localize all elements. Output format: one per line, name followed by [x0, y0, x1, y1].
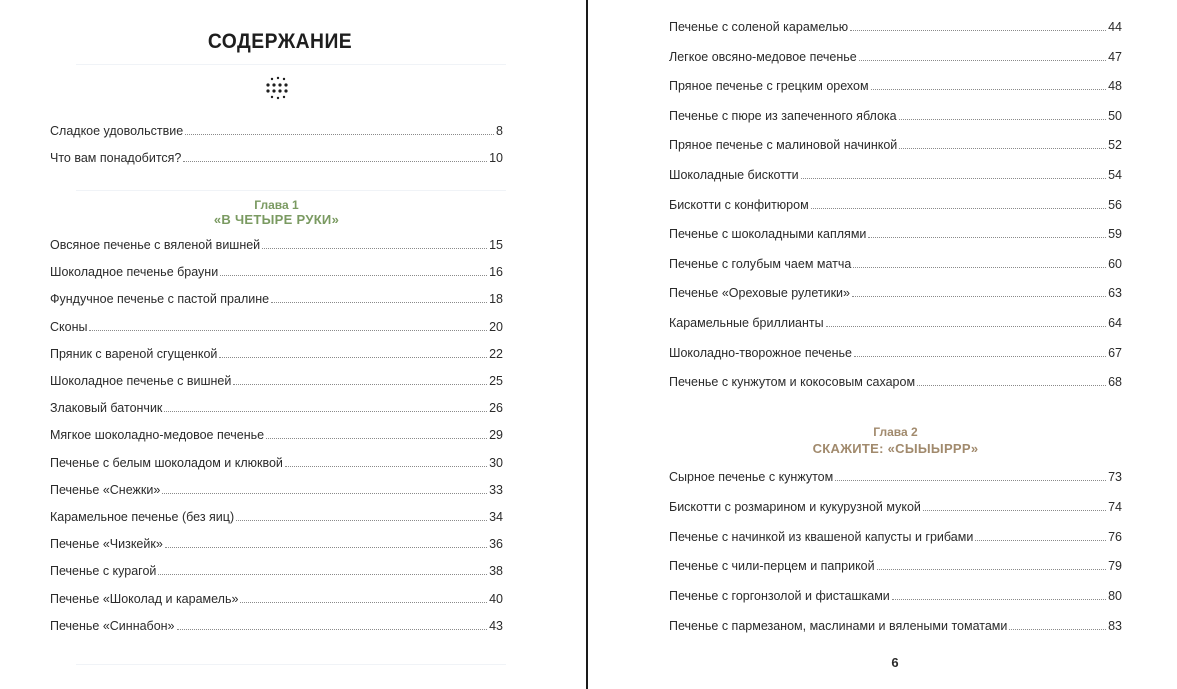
entry-title: Печенье с голубым чаем матча	[669, 256, 852, 271]
toc-entry[interactable]	[669, 198, 1122, 216]
toc-entry[interactable]	[50, 151, 503, 169]
entry-title: Печенье с начинкой из квашеной капусты и грибами	[669, 529, 974, 544]
toc-entry[interactable]	[669, 257, 1122, 275]
dot-leader	[162, 493, 487, 494]
toc-entry[interactable]	[50, 292, 503, 310]
page-number: 6	[891, 655, 899, 670]
left-page	[0, 0, 586, 689]
dot-leader	[811, 208, 1106, 209]
entry-page: 8	[496, 124, 503, 138]
toc-entry[interactable]	[50, 374, 503, 392]
entry-page: 79	[1108, 559, 1122, 574]
entry-title: Пряное печенье с грецким орехом	[669, 79, 869, 94]
entry-page: 64	[1108, 316, 1122, 330]
entry-page: 38	[489, 564, 503, 579]
dot-leader	[868, 237, 1106, 238]
entry-title: Овсяное печенье с вяленой вишней	[50, 238, 261, 252]
dot-leader	[854, 356, 1106, 357]
entry-page: 83	[1108, 619, 1122, 633]
dot-leader	[185, 134, 494, 135]
entry-title: Печенье «Шоколад и карамель»	[50, 591, 239, 606]
toc-entry[interactable]	[669, 375, 1122, 393]
entry-page: 60	[1108, 256, 1122, 271]
entry-page: 74	[1108, 499, 1122, 514]
dot-leader	[859, 60, 1106, 61]
dot-leader	[233, 384, 487, 385]
entry-page: 25	[489, 374, 503, 388]
toc-entry[interactable]	[669, 79, 1122, 97]
entry-title: Печенье «Синнабон»	[50, 618, 175, 633]
entry-title: Бискотти с конфитюром	[669, 197, 809, 212]
dot-leader	[177, 629, 488, 630]
entry-title: Печенье с кунжутом и кокосовым сахаром	[669, 375, 916, 390]
dot-leader	[236, 520, 487, 521]
toc-entry[interactable]	[50, 428, 503, 446]
toc-entry[interactable]	[669, 227, 1122, 245]
toc-entry[interactable]	[50, 564, 503, 582]
dot-leader	[923, 510, 1106, 511]
entry-page: 63	[1108, 286, 1122, 301]
entry-title: Сконы	[50, 319, 88, 334]
entry-page: 40	[489, 591, 503, 606]
dot-leader	[164, 411, 487, 412]
chapter-1-title: «В ЧЕТЫРЕ РУКИ»	[213, 212, 340, 227]
entry-title: Печенье «Снежки»	[50, 482, 161, 497]
entry-page: 26	[489, 401, 503, 416]
entry-page: 43	[489, 618, 503, 633]
entry-title: Печенье с белым шоколадом и клюквой	[50, 455, 283, 470]
toc-entry[interactable]	[669, 316, 1122, 334]
dot-leader	[219, 357, 487, 358]
entry-page: 50	[1108, 108, 1122, 123]
entry-title: Печенье с шоколадными каплями	[669, 227, 867, 242]
entry-title: Шоколадные бискотти	[669, 168, 799, 182]
entry-page: 80	[1108, 589, 1122, 604]
bleed-through-line	[76, 176, 506, 191]
chapter-2-title: СКАЖИТЕ: «СЫЫЫРРР»	[812, 441, 979, 456]
contents-heading: СОДЕРЖАНИЕ	[207, 30, 353, 53]
entry-title: Печенье с горгонзолой и фисташками	[669, 589, 890, 604]
dot-leader	[285, 466, 487, 467]
entry-title: Печенье «Ореховые рулетики»	[669, 286, 850, 301]
dot-leader	[899, 119, 1106, 120]
entry-title: Сладкое удовольствие	[50, 124, 184, 138]
entry-page: 67	[1108, 345, 1122, 360]
dot-leader	[975, 540, 1106, 541]
entry-page: 76	[1108, 529, 1122, 544]
dot-leader	[877, 569, 1106, 570]
dot-leader	[158, 574, 487, 575]
entry-title: Печенье «Чизкейк»	[50, 537, 163, 552]
toc-entry[interactable]	[50, 456, 503, 474]
toc-entry[interactable]	[669, 559, 1122, 577]
toc-entry[interactable]	[669, 50, 1122, 68]
entry-title: Печенье с чили-перцем и паприкой	[669, 559, 875, 574]
dot-leader	[262, 248, 487, 249]
dot-leader	[1009, 629, 1106, 630]
right-page	[588, 0, 1177, 689]
toc-entry[interactable]	[669, 530, 1122, 548]
entry-title: Сырное печенье с кунжутом	[669, 470, 834, 484]
dot-leader	[899, 148, 1106, 149]
toc-entry[interactable]	[50, 510, 503, 528]
entry-page: 56	[1108, 197, 1122, 212]
dot-leader	[852, 296, 1106, 297]
toc-entry[interactable]	[50, 320, 503, 338]
toc-entry[interactable]	[669, 619, 1122, 637]
chapter-1-label: Глава 1	[254, 198, 299, 212]
dot-leader	[271, 302, 487, 303]
entry-page: 34	[489, 510, 503, 524]
dot-leader	[853, 267, 1106, 268]
entry-page: 68	[1108, 375, 1122, 390]
dot-leader	[801, 178, 1106, 179]
toc-entry[interactable]	[50, 347, 503, 365]
toc-entry[interactable]	[669, 346, 1122, 364]
entry-page: 15	[489, 238, 503, 252]
toc-entry[interactable]	[50, 592, 503, 610]
dot-leader	[183, 161, 487, 162]
entry-page: 36	[489, 537, 503, 552]
entry-page: 54	[1108, 168, 1122, 182]
entry-title: Шоколадное печенье брауни	[50, 265, 219, 280]
bleed-through-line	[76, 650, 506, 665]
toc-entry[interactable]	[50, 238, 503, 256]
entry-page: 16	[489, 265, 503, 280]
entry-title: Печенье с соленой карамелью	[669, 20, 849, 34]
entry-page: 20	[489, 319, 503, 334]
entry-title: Шоколадно-творожное печенье	[669, 345, 852, 360]
toc-entry[interactable]	[669, 286, 1122, 304]
entry-page: 73	[1108, 470, 1122, 484]
entry-page: 18	[489, 292, 503, 307]
dot-leader	[165, 547, 487, 548]
dot-leader	[220, 275, 487, 276]
entry-title: Печенье с курагой	[50, 564, 157, 579]
dot-leader	[240, 602, 487, 603]
entry-title: Печенье с пармезаном, маслинами и вялеными томатами	[669, 619, 1008, 633]
entry-title: Пряник с вареной сгущенкой	[50, 346, 218, 361]
toc-entry[interactable]	[669, 589, 1122, 607]
dot-leader	[835, 480, 1106, 481]
dot-leader	[89, 330, 487, 331]
entry-page: 47	[1108, 49, 1122, 64]
toc-entry[interactable]	[50, 483, 503, 501]
toc-entry[interactable]	[669, 20, 1122, 38]
entry-page: 30	[489, 455, 503, 470]
entry-page: 59	[1108, 227, 1122, 242]
dot-leader	[871, 89, 1107, 90]
dot-leader	[266, 438, 487, 439]
chapter-2-label: Глава 2	[873, 425, 918, 439]
entry-title: Карамельное печенье (без яиц)	[50, 510, 235, 524]
dot-leader	[917, 385, 1106, 386]
toc-entry[interactable]	[50, 124, 503, 142]
entry-title: Фундучное печенье с пастой пралине	[50, 292, 270, 307]
entry-title: Печенье с пюре из запеченного яблока	[669, 108, 897, 123]
entry-page: 52	[1108, 138, 1122, 153]
toc-entry[interactable]	[669, 138, 1122, 156]
entry-title: Что вам понадобится?	[50, 151, 182, 165]
entry-page: 33	[489, 482, 503, 497]
entry-title: Бискотти с розмарином и кукурузной мукой	[669, 499, 921, 514]
toc-entry[interactable]	[50, 537, 503, 555]
entry-title: Мягкое шоколадно-медовое печенье	[50, 428, 265, 443]
dot-leader	[826, 326, 1106, 327]
dot-ornament-icon	[264, 76, 292, 100]
entry-title: Легкое овсяно-медовое печенье	[669, 49, 857, 64]
entry-title: Карамельные бриллианты	[669, 316, 824, 330]
entry-page: 10	[489, 151, 503, 165]
entry-title: Злаковый батончик	[50, 401, 163, 416]
toc-entry[interactable]	[50, 401, 503, 419]
entry-title: Пряное печенье с малиновой начинкой	[669, 138, 898, 153]
dot-leader	[892, 599, 1106, 600]
toc-entry[interactable]	[669, 168, 1122, 186]
toc-entry[interactable]	[669, 470, 1122, 488]
toc-entry[interactable]	[50, 619, 503, 637]
toc-entry[interactable]	[50, 265, 503, 283]
toc-entry[interactable]	[669, 500, 1122, 518]
entry-page: 22	[489, 346, 503, 361]
toc-entry[interactable]	[669, 109, 1122, 127]
dot-leader	[850, 30, 1106, 31]
entry-page: 48	[1108, 79, 1122, 94]
entry-page: 29	[489, 428, 503, 443]
entry-page: 44	[1108, 20, 1122, 34]
entry-title: Шоколадное печенье с вишней	[50, 374, 232, 388]
